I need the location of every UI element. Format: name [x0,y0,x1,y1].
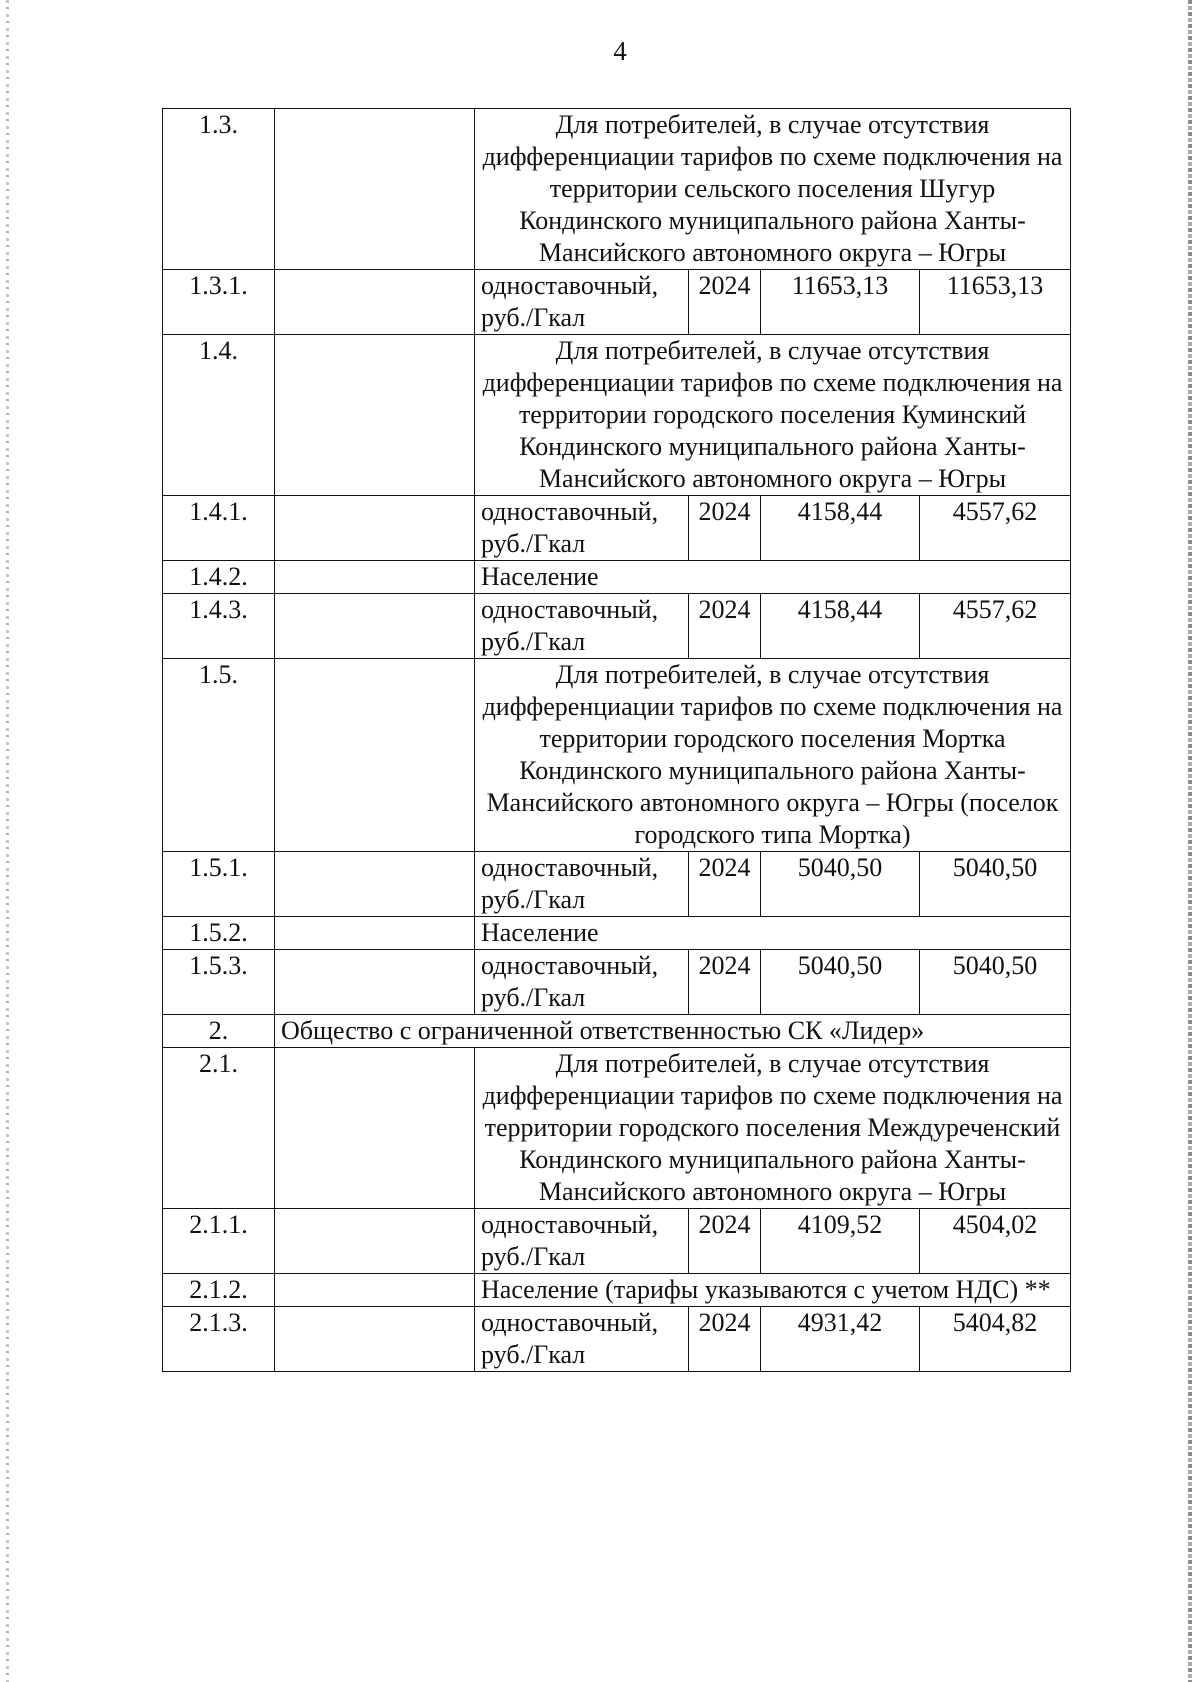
group-label: Население [475,561,1071,594]
empty-cell [275,917,475,950]
table-row [163,917,1071,950]
table-row [163,561,1071,594]
empty-cell [275,852,475,917]
row-number: 1.4.2. [163,561,275,594]
row-number: 1.4.3. [163,594,275,659]
section-heading: Для потребителей, в случае отсутствия дифференциации тарифов по схеме подключения на территории городского поселения Междуреченский Кондинского муниципального района Ханты-Мансийского автономного округа – Югры [475,1048,1071,1209]
tariff-value-first-half: 4158,44 [761,496,920,561]
empty-cell [275,594,475,659]
empty-cell [275,1209,475,1274]
tariff-unit: одноставочный, руб./Гкал [475,950,689,1015]
empty-cell [275,1274,475,1307]
tariff-value-second-half: 5040,50 [920,950,1071,1015]
empty-cell [275,950,475,1015]
row-number: 2.1.2. [163,1274,275,1307]
tariff-value-second-half: 11653,13 [920,270,1071,335]
tariff-table-body [163,109,1071,1372]
table-row [163,1274,1071,1307]
tariff-value-first-half: 5040,50 [761,852,920,917]
page-number: 4 [613,36,627,66]
row-number: 1.3. [163,109,275,270]
table-row [163,1015,1071,1048]
tariff-year: 2024 [689,270,761,335]
group-label: Население (тарифы указываются с учетом НДС) ** [475,1274,1071,1307]
empty-cell [275,496,475,561]
tariff-value-first-half: 4931,42 [761,1307,920,1372]
table-row [163,1209,1071,1274]
table-row [163,496,1071,561]
section-heading: Для потребителей, в случае отсутствия дифференциации тарифов по схеме подключения на территории городского поселения Мортка Кондинского муниципального района Ханты-Мансийского автономного округа – Югры (поселок городского типа Мортка) [475,659,1071,852]
row-number: 1.5.3. [163,950,275,1015]
tariff-value-first-half: 11653,13 [761,270,920,335]
section-heading: Для потребителей, в случае отсутствия дифференциации тарифов по схеме подключения на территории городского поселения Куминский Кондинского муниципального района Ханты-Мансийского автономного округа – Югры [475,335,1071,496]
row-number: 2.1. [163,1048,275,1209]
table-row [163,1048,1071,1209]
tariff-unit: одноставочный, руб./Гкал [475,270,689,335]
row-number: 1.5.1. [163,852,275,917]
tariff-year: 2024 [689,594,761,659]
empty-cell [275,659,475,852]
tariff-value-first-half: 4109,52 [761,1209,920,1274]
row-number: 1.4.1. [163,496,275,561]
table-row [163,950,1071,1015]
empty-cell [275,270,475,335]
table-row [163,594,1071,659]
tariff-value-second-half: 5040,50 [920,852,1071,917]
tariff-value-second-half: 4557,62 [920,496,1071,561]
tariff-unit: одноставочный, руб./Гкал [475,852,689,917]
organization-name: Общество с ограниченной ответственностью СК «Лидер» [275,1015,1071,1048]
row-number: 1.5. [163,659,275,852]
row-number: 2.1.1. [163,1209,275,1274]
tariff-year: 2024 [689,1307,761,1372]
tariff-year: 2024 [689,1209,761,1274]
table-row [163,659,1071,852]
row-number: 1.5.2. [163,917,275,950]
scan-edge-right [1188,0,1192,1682]
row-number: 1.3.1. [163,270,275,335]
table-row [163,1307,1071,1372]
table-row [163,335,1071,496]
empty-cell [275,109,475,270]
empty-cell [275,1307,475,1372]
tariff-value-first-half: 4158,44 [761,594,920,659]
tariff-unit: одноставочный, руб./Гкал [475,496,689,561]
table-row [163,270,1071,335]
tariff-value-first-half: 5040,50 [761,950,920,1015]
scan-edge-left [6,0,9,1682]
empty-cell [275,335,475,496]
tariff-table [162,108,1071,1372]
row-number: 1.4. [163,335,275,496]
tariff-unit: одноставочный, руб./Гкал [475,1209,689,1274]
row-number: 2.1.3. [163,1307,275,1372]
tariff-unit: одноставочный, руб./Гкал [475,1307,689,1372]
tariff-year: 2024 [689,950,761,1015]
table-row [163,109,1071,270]
tariff-value-second-half: 5404,82 [920,1307,1071,1372]
tariff-value-second-half: 4557,62 [920,594,1071,659]
table-row [163,852,1071,917]
section-heading: Для потребителей, в случае отсутствия дифференциации тарифов по схеме подключения на территории сельского поселения Шугур Кондинского муниципального района Ханты-Мансийского автономного округа – Югры [475,109,1071,270]
tariff-year: 2024 [689,852,761,917]
empty-cell [275,561,475,594]
empty-cell [275,1048,475,1209]
group-label: Население [475,917,1071,950]
tariff-value-second-half: 4504,02 [920,1209,1071,1274]
row-number: 2. [163,1015,275,1048]
tariff-year: 2024 [689,496,761,561]
tariff-unit: одноставочный, руб./Гкал [475,594,689,659]
